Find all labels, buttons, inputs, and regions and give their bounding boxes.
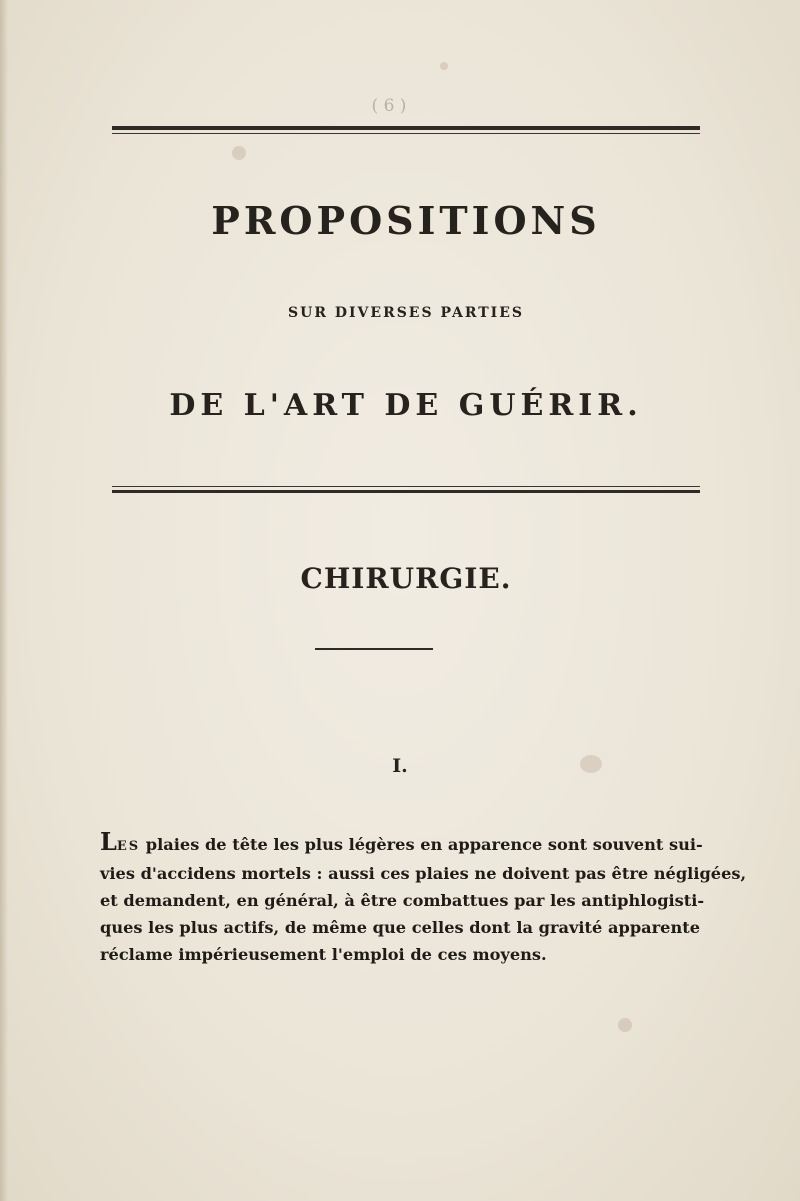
divider-rule-thin — [112, 486, 700, 487]
line-text: plaies de tête les plus légères en apparence sont souvent sui- — [140, 835, 703, 854]
section-underline — [315, 648, 433, 650]
article-paragraph — [100, 827, 747, 968]
stain — [232, 146, 246, 160]
divider-rule-thick — [112, 490, 700, 493]
section-title: CHIRURGIE. — [300, 562, 512, 595]
lead-small-caps: ES — [116, 839, 141, 854]
stain — [440, 62, 448, 70]
stain — [618, 1018, 632, 1032]
paragraph-line: ques les plus actifs, de même que celles dont la gravité apparente — [100, 918, 700, 937]
page-number: ( 6 ) — [371, 96, 407, 116]
header-rule-thin — [112, 133, 700, 134]
article-number: I. — [392, 755, 408, 777]
title-art: DE L'ART DE GUÉRIR. — [169, 388, 643, 423]
page-edge-shadow — [0, 0, 8, 1201]
paragraph-line — [100, 827, 703, 860]
header-rule-thick — [112, 126, 700, 130]
title-sub: SUR DIVERSES PARTIES — [288, 305, 524, 321]
drop-cap: L — [100, 827, 117, 856]
title-main: PROPOSITIONS — [211, 198, 601, 243]
paragraph-line: vies d'accidens mortels : aussi ces plaies ne doivent pas être négligées, — [100, 864, 747, 883]
stain — [580, 755, 602, 773]
paragraph-line: réclame impérieusement l'emploi de ces moyens. — [100, 945, 547, 964]
paragraph-line: et demandent, en général, à être combattues par les antiphlogisti- — [100, 891, 705, 910]
